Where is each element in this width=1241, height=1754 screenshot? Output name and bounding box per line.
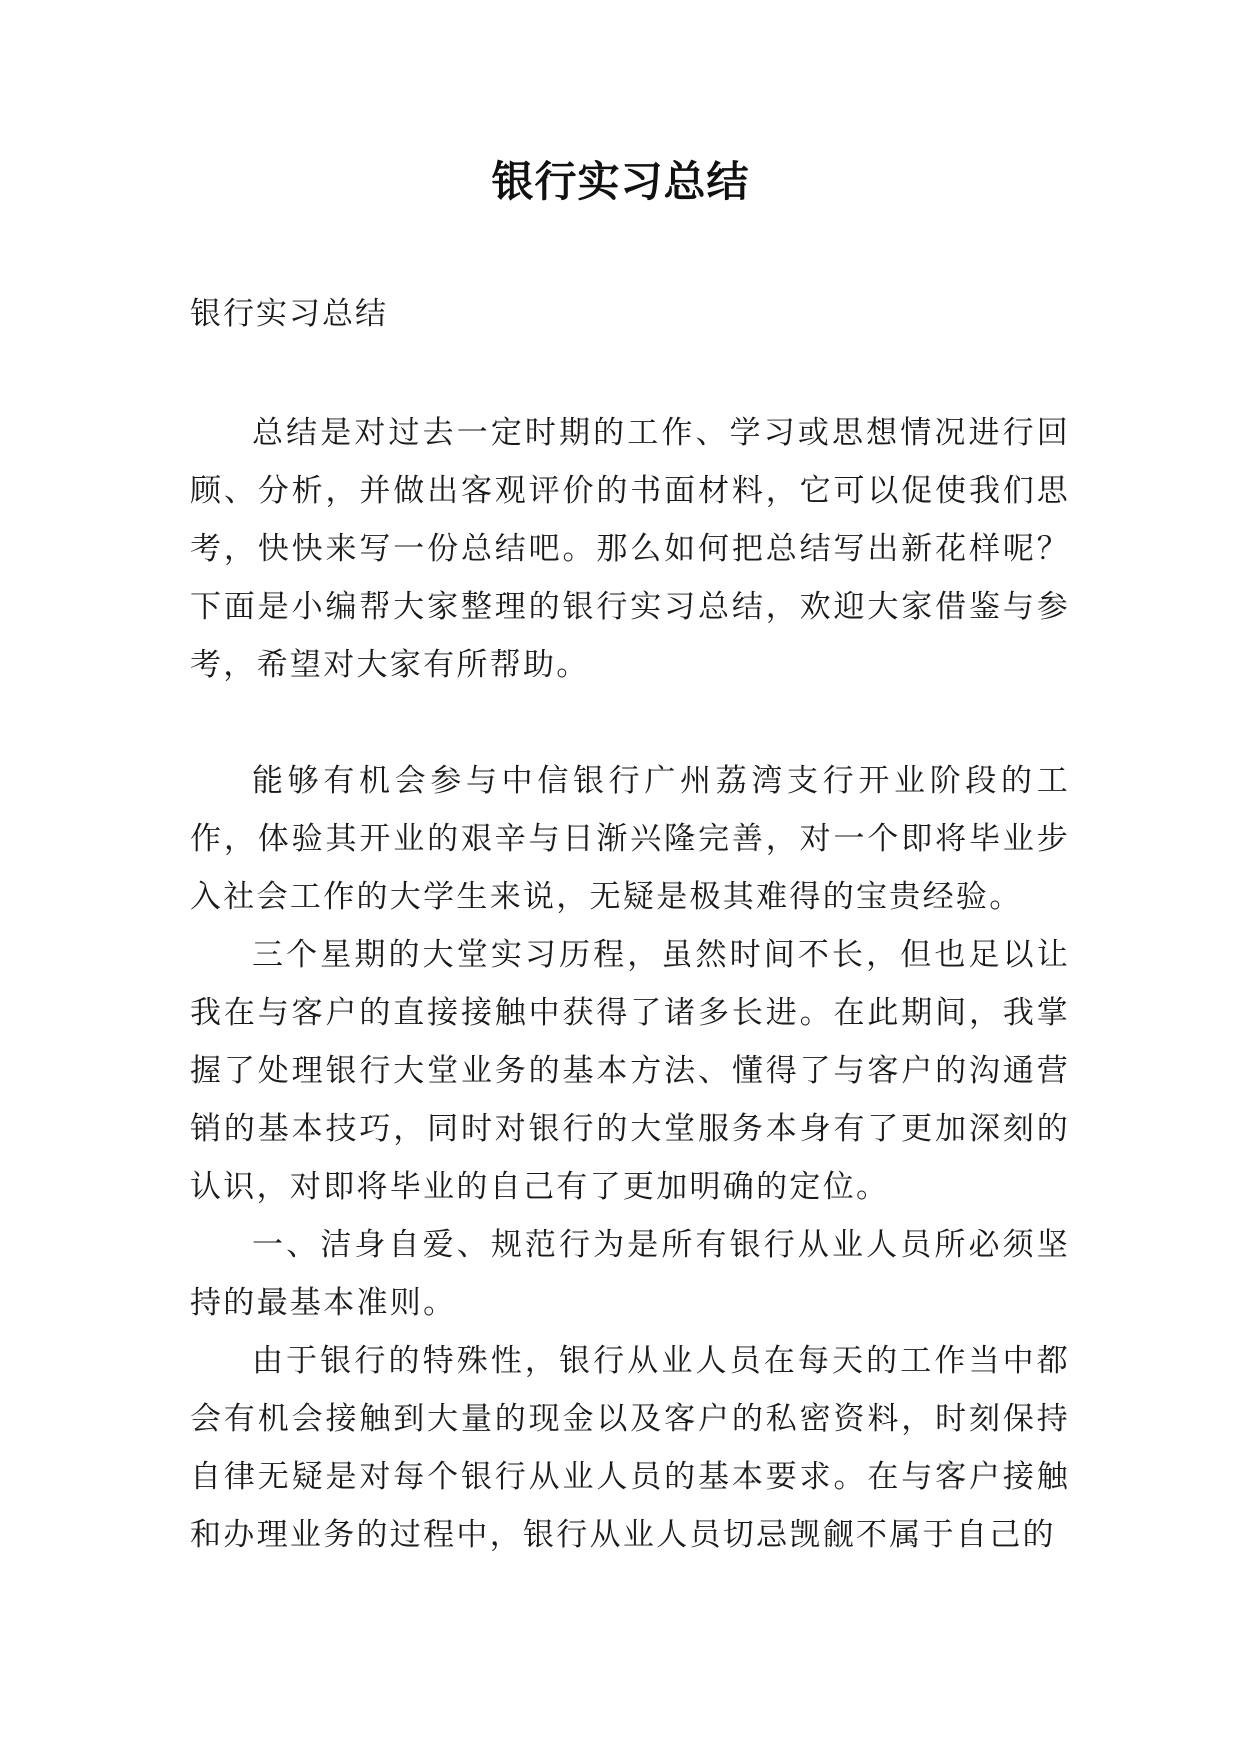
document-body bbox=[190, 404, 1070, 1564]
paragraph-bank-particularity: 由于银行的特殊性，银行从业人员在每天的工作当中都会有机会接触到大量的现金以及客户的私密资料，时刻保持自律无疑是对每个银行从业人员的基本要求。在与客户接触和办理业务的过程中，银行从业人员切忌觊觎不属于自己的 bbox=[190, 1343, 1070, 1553]
paragraph-intro: 总结是对过去一定时期的工作、学习或思想情况进行回顾、分析，并做出客观评价的书面材料，它可以促使我们思考，快快来写一份总结吧。那么如何把总结写出新花样呢？下面是小编帮大家整理的银行实习总结，欢迎大家借鉴与参考，希望对大家有所帮助。 bbox=[190, 415, 1070, 683]
paragraph-three-weeks: 三个星期的大堂实习历程，虽然时间不长，但也足以让我在与客户的直接接触中获得了诸多长进。在此期间，我掌握了处理银行大堂业务的基本方法、懂得了与客户的沟通营销的基本技巧，同时对银行的大堂服务本身有了更加深刻的认识，对即将毕业的自己有了更加明确的定位。 bbox=[190, 937, 1070, 1205]
document-subtitle: 银行实习总结 bbox=[190, 296, 388, 332]
paragraph-point-one-heading: 一、洁身自爱、规范行为是所有银行从业人员所必须坚持的最基本准则。 bbox=[190, 1227, 1070, 1321]
document-title: 银行实习总结 bbox=[491, 157, 750, 206]
paragraph-opportunity: 能够有机会参与中信银行广州荔湾支行开业阶段的工作，体验其开业的艰辛与日渐兴隆完善，对一个即将毕业步入社会工作的大学生来说，无疑是极其难得的宝贵经验。 bbox=[190, 763, 1070, 915]
